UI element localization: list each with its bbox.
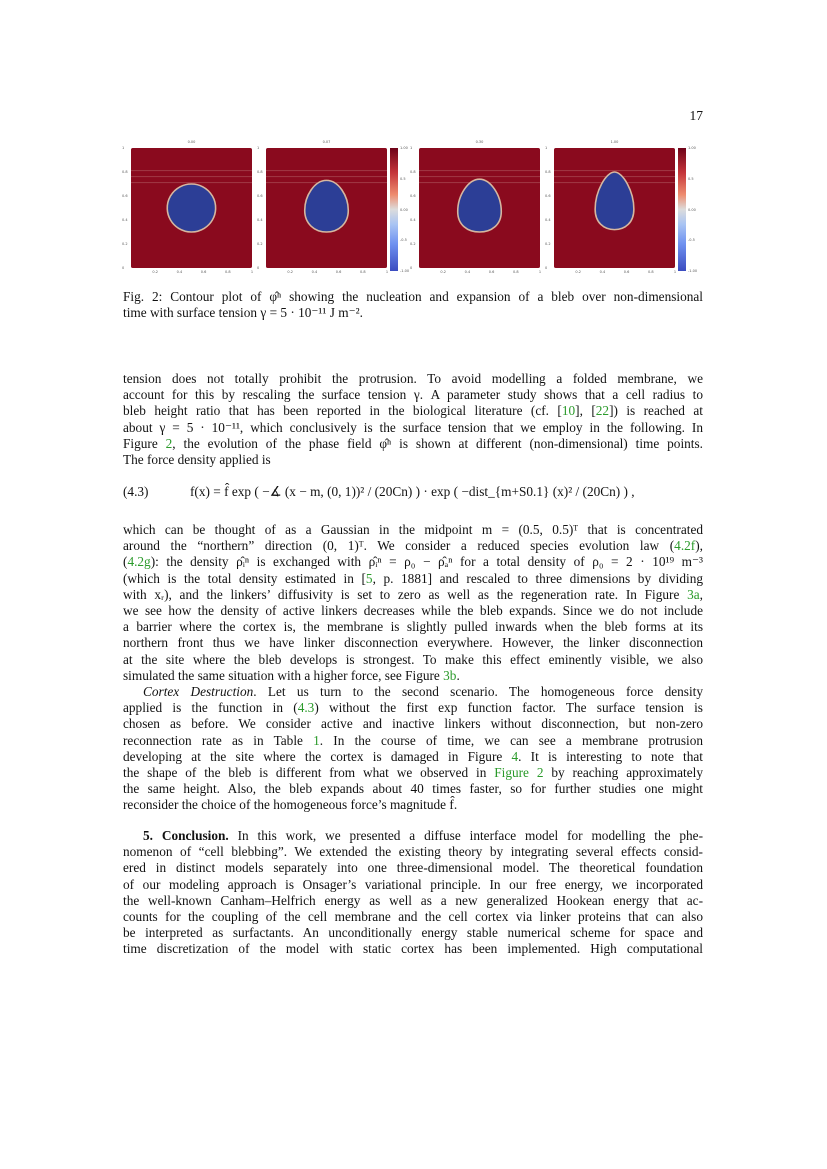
y-tick-label: 0.2 — [545, 242, 551, 246]
text-line: around the “northern” direction (0, 1)ᵀ. We consider a reduced species evolution law (4.2f), — [123, 538, 703, 554]
cross-reference-link[interactable]: 2 — [165, 435, 173, 451]
text-line: northern front thus we have linker disconnection everywhere. However, the linker disconnection — [123, 635, 703, 651]
cross-reference-link[interactable]: 5 — [365, 570, 373, 586]
text-line: which can be thought of as a Gaussian in the midpoint m = (0.5, 0.5)ᵀ that is concentrated — [123, 522, 703, 537]
run-in-heading: 5. Conclusion. — [143, 828, 229, 843]
cross-reference-link[interactable]: 4.2f — [674, 538, 696, 554]
contour-plot — [554, 148, 675, 268]
contour-plot — [131, 148, 252, 268]
colorbar-label: 0.5 — [400, 176, 406, 181]
text-line: Cortex Destruction. Let us turn to the second scenario. The homogeneous force density — [143, 684, 703, 699]
text-line: developing at the site where the cortex is damaged in Figure 4. It is interesting to note that — [123, 748, 703, 764]
cross-reference-link[interactable]: Figure 2 — [494, 764, 544, 780]
text-line: Figure 2, the evolution of the phase field φ̂ⁿ is shown at different (non-dimensional) time points. — [123, 435, 703, 451]
y-tick-label: 0.2 — [410, 242, 416, 246]
x-tick-label: 0.4 — [311, 270, 318, 274]
x-tick-label: 0.4 — [176, 270, 183, 274]
y-tick-label: 0.2 — [122, 242, 128, 246]
cross-reference-link[interactable]: 3a — [687, 586, 700, 602]
y-tick-label: 0.4 — [257, 218, 263, 222]
x-tick-label: 0.8 — [225, 270, 231, 274]
paragraph-3 — [123, 684, 703, 814]
text-line: (which is the total density estimated in [5, p. 1881] and rescaled to three dimensions by dividing — [123, 570, 704, 586]
panel-title: 1.00 — [610, 140, 619, 144]
contour-panel — [122, 140, 254, 274]
contour-plot — [266, 148, 387, 268]
text-line: with xᵣ), and the linkers’ diffusivity is set to zero as well as the regeneration rate. In Figure 3a, — [123, 586, 703, 602]
y-tick-label: 0.8 — [545, 170, 551, 174]
text-line: chosen as before. We consider active and inactive linkers without disconnection, but non-zero — [123, 716, 703, 732]
colorbar — [390, 146, 410, 273]
y-tick-label: 1 — [545, 146, 548, 150]
y-tick-label: 0.4 — [545, 218, 551, 222]
colorbar-label: -1.00 — [688, 269, 698, 273]
y-tick-label: 1 — [410, 146, 413, 150]
colorbar-label: -1.00 — [400, 269, 410, 273]
y-tick-label: 0.6 — [122, 194, 128, 198]
y-tick-label: 0.6 — [410, 194, 416, 198]
y-tick-label: 0.6 — [545, 194, 551, 198]
text-line: time discretization of the model with static cortex has been implemented. High computational — [123, 941, 703, 957]
colorbar-label: 1.00 — [688, 146, 696, 150]
y-tick-label: 0 — [545, 266, 548, 270]
cross-reference-link[interactable]: 4 — [511, 748, 519, 764]
text-line: applied is the function in (4.3) without the first exp function factor. The surface tension is — [123, 700, 703, 716]
y-tick-label: 0.8 — [122, 170, 128, 174]
equation-body: f(x) = f̂ exp ( −∡ (x − m, (0, 1))² / (20Cn) ) · exp ( −dist_{m+S0.1} (x)² / (20Cn) ) , — [190, 484, 635, 499]
colorbar-label: -0.5 — [688, 238, 695, 243]
x-tick-label: 0.8 — [648, 270, 654, 274]
panel-title: 0.30 — [475, 140, 484, 144]
caption-line: Fig. 2: Contour plot of φ̂ⁿ showing the nucleation and expansion of a bleb over non-dimensional — [123, 289, 703, 304]
text-line: bleb height ratio that has been reported in the biological literature (cf. [10], [22]) is reached at — [123, 403, 703, 419]
text-line: (4.2g): the density ρ̂ᵢⁿ is exchanged with ρ̂ᵢⁿ = ρ₀ − ρ̂ₐⁿ for a total density of ρ₀ = 2 · 10¹⁹ m⁻³ — [123, 554, 703, 570]
text-line: be interpreted as surfactants. An unconditionally energy stable numerical scheme for space and — [123, 925, 703, 941]
cross-reference-link[interactable]: 22 — [595, 403, 610, 419]
text-line: the shape of the bleb is different from what we observed in Figure 2 by reaching approximately — [123, 764, 703, 780]
text-line: tension does not totally prohibit the protrusion. To avoid modelling a folded membrane, we — [123, 371, 703, 386]
paragraph-1 — [123, 371, 703, 468]
y-tick-label: 1 — [257, 146, 260, 150]
x-tick-label: 1 — [385, 270, 389, 274]
y-tick-label: 0 — [122, 266, 125, 270]
x-tick-label: 0.6 — [623, 270, 630, 274]
text-line: reconsider the choice of the homogeneous force’s magnitude f̂. — [123, 797, 458, 813]
text-line: nomenon of “cell blebbing”. We extended the existing theory by integrating several effects consid- — [123, 844, 703, 860]
y-tick-label: 0.6 — [257, 194, 263, 198]
x-tick-label: 0.2 — [287, 270, 293, 274]
x-tick-label: 0.4 — [464, 270, 471, 274]
text-line: counts for the coupling of the cell membrane and the cell cortex via linker proteins that can also — [123, 908, 703, 924]
caption-line: time with surface tension γ = 5 · 10⁻¹¹ J m⁻². — [123, 305, 363, 321]
page-number: 17 — [689, 108, 703, 123]
x-tick-label: 0.6 — [200, 270, 207, 274]
y-tick-label: 0.8 — [257, 170, 263, 174]
y-tick-label: 0.8 — [410, 170, 416, 174]
equation-number: (4.3) — [123, 484, 149, 499]
text-line: the same height. Also, the bleb expands about 40 times faster, so for further studies one might — [123, 781, 703, 797]
colorbar-label: 0.00 — [400, 207, 408, 212]
panel-title: 0.07 — [322, 140, 331, 144]
contour-panel — [410, 140, 542, 274]
text-line: a barrier where the cortex is, the membrane is slightly pulled inwards when the bleb forms at its — [123, 619, 703, 635]
y-tick-label: 0 — [410, 266, 413, 270]
y-tick-label: 0.4 — [410, 218, 416, 222]
colorbar-label: 0.00 — [688, 207, 696, 212]
contour-panel — [257, 140, 389, 274]
run-in-heading: Cortex Destruction — [143, 684, 254, 699]
text-line: 5. Conclusion. In this work, we presented a diffuse interface model for modelling the phe- — [143, 828, 703, 843]
x-tick-label: 0.4 — [599, 270, 606, 274]
x-tick-label: 0.8 — [360, 270, 366, 274]
text-line: about γ = 5 · 10⁻¹¹, which conclusively is the surface tension that we employ in the following. In — [123, 419, 703, 435]
y-tick-label: 0.4 — [122, 218, 128, 222]
x-tick-label: 1 — [538, 270, 542, 274]
x-tick-label: 0.2 — [575, 270, 581, 274]
y-tick-label: 1 — [122, 146, 125, 150]
x-tick-label: 0.2 — [152, 270, 158, 274]
text-line: the well-known Canham–Helfrich energy as well as a new generalized Hookean energy that ac- — [123, 892, 703, 908]
text-line: at the site where the bleb develops is strongest. To make this effect eminently visible, we also — [123, 651, 703, 667]
text-line: ered in distinct models separately into one three-dimensional model. The theoretical foundation — [123, 860, 703, 876]
x-tick-label: 0.6 — [488, 270, 495, 274]
colorbar-label: 0.5 — [688, 176, 694, 181]
cross-reference-link[interactable]: 3b — [443, 667, 457, 683]
text-line: The force density applied is — [123, 451, 271, 467]
x-tick-label: 1 — [250, 270, 254, 274]
contour-plot — [419, 148, 540, 268]
cross-reference-link[interactable]: 4.2g — [127, 554, 151, 570]
cross-reference-link[interactable]: 10 — [561, 403, 576, 419]
text-line: account for this by rescaling the surface tension γ. A parameter study shows that a cell radius to — [123, 387, 703, 403]
x-tick-label: 1 — [673, 270, 677, 274]
text-line: of our modeling approach is Onsager’s variational principle. In our free energy, we incorporated — [123, 876, 703, 892]
cell-region — [167, 184, 215, 232]
text-line: we see how the density of active linkers decreases while the bleb expands. Since we do not include — [123, 602, 703, 618]
paragraph-2 — [123, 522, 703, 684]
paragraph-conclusion — [123, 828, 703, 958]
x-tick-label: 0.8 — [513, 270, 519, 274]
contour-panel — [545, 140, 677, 274]
x-tick-label: 0.2 — [440, 270, 446, 274]
y-tick-label: 0.2 — [257, 242, 263, 246]
colorbar — [678, 146, 698, 273]
text-line: reconnection rate as in Table 1. In the course of time, we can see a membrane protrusion — [123, 732, 704, 748]
panel-title: 0.00 — [187, 140, 196, 144]
cross-reference-link[interactable]: 4.3 — [297, 700, 315, 716]
cross-reference-link[interactable]: 1 — [313, 732, 320, 748]
figure-caption — [123, 289, 703, 321]
colorbar-label: 1.00 — [400, 146, 408, 150]
colorbar-label: -0.5 — [400, 238, 407, 243]
text-line: simulated the same situation with a higher force, see Figure 3b. — [123, 667, 460, 683]
y-tick-label: 0 — [257, 266, 260, 270]
x-tick-label: 0.6 — [335, 270, 342, 274]
